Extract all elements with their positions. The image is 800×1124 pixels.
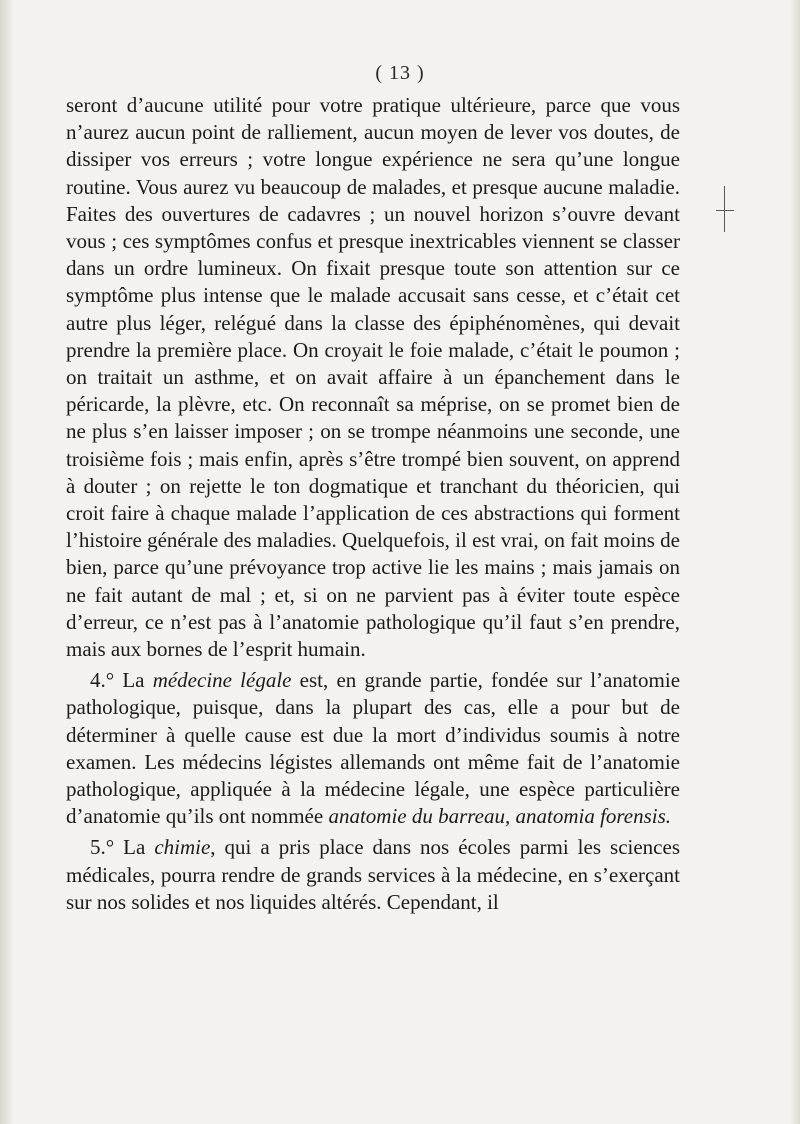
page-edge-shadow-right: [790, 0, 800, 1124]
text-run: seront d’aucune utilité pour votre pratique ultérieure, parce que vous n’aurez aucun point de ralliement, aucun moyen de lever vos doutes, de dissiper vos erreurs ; votre longue expérience ne sera qu’une longue routine. Vous aurez vu beaucoup de malades, et presque aucune maladie. Faites des ouvertures de cadavres ; un nouvel horizon s’ouvre devant vous ; ces symptômes confus et presque inextricables viennent se classer dans un ordre lumineux. On fixait presque toute son attention sur ce symptôme plus intense que le malade accusait sans cesse, et c’était cet autre plus léger, relégué dans la classe des épiphénomènes, qui devait prendre la première place. On croyait le foie malade, c’était le poumon ; on traitait un asthme, et on avait affaire à un épanchement dans le péricarde, la plèvre, etc. On reconnaît sa méprise, on se promet bien de ne plus s’en laisser imposer ; on se trompe néanmoins une seconde, une troisième fois ; mais enfin, après s’être trompé bien souvent, on apprend à douter ; on rejette le ton dogmatique et tranchant du théoricien, qui croit faire à chaque malade l’application de ces abstractions qui forment l’histoire générale des maladies. Quelquefois, il est vrai, on fait moins de bien, parce qu’une prévoyance trop active lie les mains ; mais jamais on ne fait autant de mal ; et, si on ne parvient pas à éviter toute espèce d’erreur, ce n’est pas à l’anatomie pathologique qu’il faut s’en prendre, mais aux bornes de l’esprit humain.: [66, 93, 680, 662]
text-run: est, en grande partie, fondée sur l’anatomie pathologique, puisque, dans la plupart des cas, elle a pour but de déterminer à quelle cause est due la mort d’individus soumis à notre examen. Les médecins légistes allemands ont même fait de l’anatomie pathologique, appliquée à la médecine légale, une espèce particulière d’anatomie qu’ils ont nommée: [66, 668, 681, 829]
text-run: , qui a pris place dans nos écoles parmi les sciences médicales, pourra rendre de grands services à la médecine, en s’exerçant sur nos solides et nos liquides altérés. Cependant, il: [66, 835, 680, 914]
italic-run: médecine légale: [152, 668, 292, 693]
body-text: [66, 92, 680, 916]
paragraph: [66, 834, 680, 916]
italic-run: chimie: [154, 835, 211, 860]
italic-run: anatomie du barreau, anatomia forensis.: [328, 804, 672, 829]
text-run: 5.° La: [90, 835, 155, 860]
paragraph: [66, 92, 680, 663]
paragraph: [66, 667, 680, 830]
text-run: 4.° La: [90, 668, 153, 693]
margin-cross-mark: [716, 186, 734, 232]
page-edge-shadow-left: [0, 0, 14, 1124]
page-number: ( 13 ): [375, 62, 425, 84]
